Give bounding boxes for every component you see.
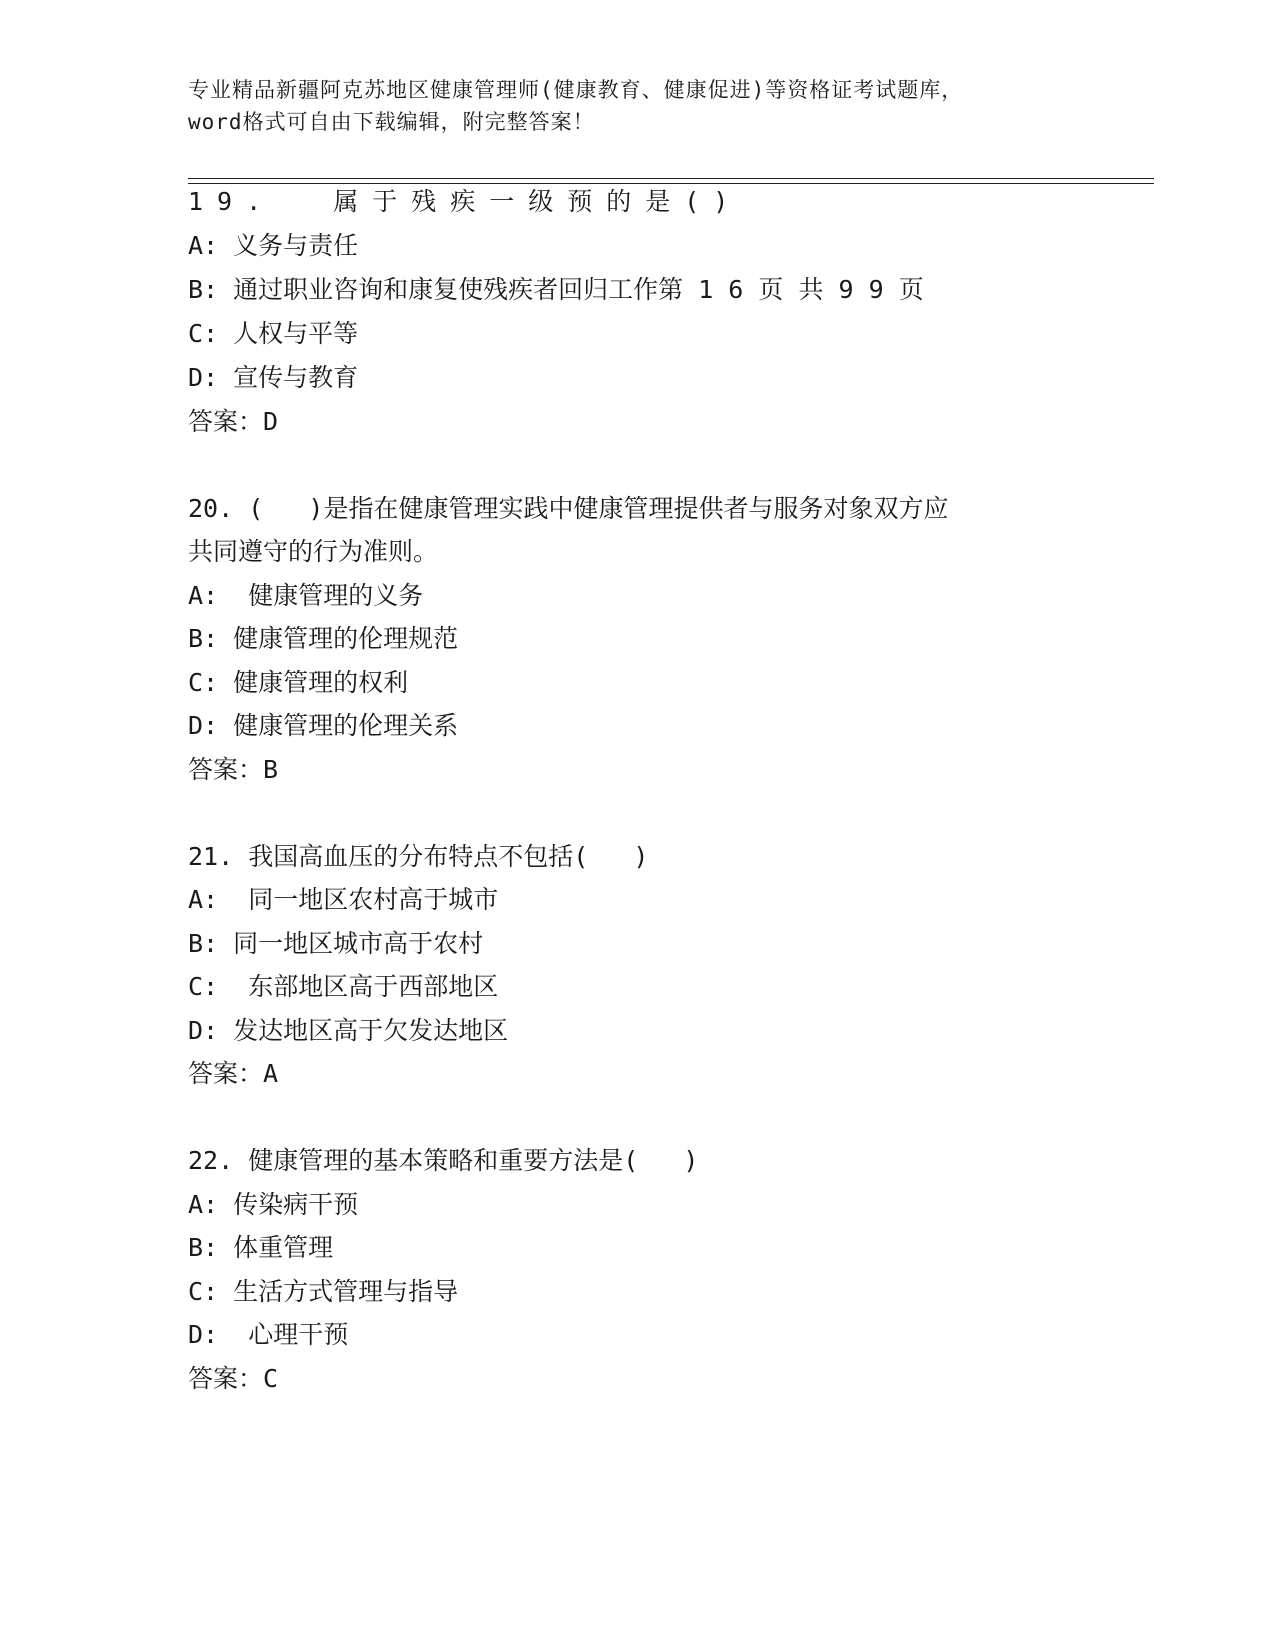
answer-label: 答案： [188, 1364, 264, 1393]
question-19-option-d: D: 宣传与教育 [188, 363, 359, 392]
answer-value: B [263, 755, 279, 784]
question-19-option-c: C: 人权与平等 [188, 319, 359, 348]
header-divider-bottom [188, 183, 1154, 184]
question-21-option-a: A: 同一地区农村高于城市 [188, 885, 499, 914]
question-19-answer [188, 407, 278, 437]
header-divider-top [188, 178, 1154, 179]
answer-label: 答案： [188, 1059, 264, 1088]
answer-value: C [263, 1364, 279, 1393]
question-19-option-b: B: 通过职业咨询和康复使残疾者回归工作第 1 6 页 共 9 9 页 [188, 275, 924, 304]
header-line-1: 专业精品新疆阿克苏地区健康管理师(健康教育、健康促进)等资格证考试题库， [188, 78, 964, 102]
question-22-option-c: C: 生活方式管理与指导 [188, 1277, 459, 1306]
answer-label: 答案： [188, 407, 264, 436]
question-19-stem: 19. 属于残疾一级预的是() [188, 187, 743, 216]
question-20-stem-line-1: 20. ( )是指在健康管理实践中健康管理提供者与服务对象双方应 [188, 494, 949, 523]
answer-value: D [263, 407, 279, 436]
question-20-option-a: A: 健康管理的义务 [188, 581, 424, 610]
question-22-option-b: B: 体重管理 [188, 1233, 334, 1262]
question-21-option-b: B: 同一地区城市高于农村 [188, 929, 484, 958]
question-21-option-c: C: 东部地区高于西部地区 [188, 972, 499, 1001]
answer-label: 答案： [188, 755, 264, 784]
question-20-option-b: B: 健康管理的伦理规范 [188, 624, 459, 653]
header-line-2: word格式可自由下载编辑，附完整答案！ [188, 110, 595, 134]
question-20-option-c: C: 健康管理的权利 [188, 668, 409, 697]
question-22-answer [188, 1364, 278, 1394]
question-22-option-a: A: 传染病干预 [188, 1190, 359, 1219]
answer-value: A [263, 1059, 279, 1088]
document-header [188, 74, 1068, 138]
question-22-stem: 22. 健康管理的基本策略和重要方法是( ) [188, 1146, 699, 1175]
question-21-answer [188, 1059, 278, 1089]
question-21-option-d: D: 发达地区高于欠发达地区 [188, 1016, 509, 1045]
question-22-option-d: D: 心理干预 [188, 1320, 349, 1349]
question-21-stem: 21. 我国高血压的分布特点不包括( ) [188, 842, 649, 871]
question-20-option-d: D: 健康管理的伦理关系 [188, 711, 459, 740]
question-19-option-a: A: 义务与责任 [188, 231, 359, 260]
question-20-stem-line-2: 共同遵守的行为准则。 [188, 537, 439, 566]
question-20-answer [188, 755, 278, 785]
